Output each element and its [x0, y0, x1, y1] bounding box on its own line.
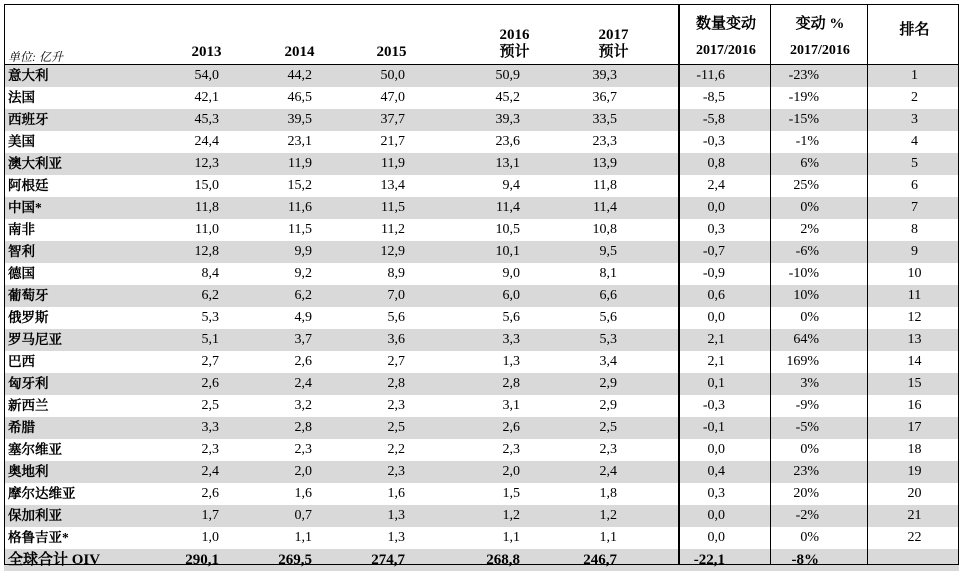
value-cell: 23,3 [592, 134, 617, 149]
country-name: 智利 [8, 244, 35, 259]
rank-cell: 2 [911, 90, 918, 105]
header-2016-year: 2016 [499, 27, 530, 43]
table-row [4, 439, 959, 461]
value-cell: 2,6 [502, 420, 520, 435]
percent-cell: 0% [800, 530, 819, 545]
rank-cell [870, 549, 959, 571]
rank-cell: 14 [907, 354, 922, 369]
value-cell: 13,1 [495, 156, 520, 171]
table-row [4, 351, 959, 373]
table-row [4, 263, 959, 285]
table-row [4, 285, 959, 307]
value-cell: 39,3 [592, 68, 617, 83]
country-name: 阿根廷 [8, 178, 49, 193]
change-cell: 0,8 [707, 156, 725, 171]
value-cell: 6,2 [201, 288, 219, 303]
percent-cell: 23% [793, 464, 819, 479]
rank-cell: 22 [907, 530, 922, 545]
change-cell: -0,3 [702, 134, 725, 149]
rank-cell: 19 [907, 464, 922, 479]
value-cell: 3,3 [201, 420, 219, 435]
change-cell: -0,1 [702, 420, 725, 435]
header-volume-change: 数量变动 [695, 16, 756, 32]
change-cell: 0,0 [707, 508, 725, 523]
value-cell: 3,7 [294, 332, 312, 347]
rank-cell: 16 [907, 398, 922, 413]
value-cell: 13,4 [380, 178, 405, 193]
left-border [4, 4, 5, 565]
value-cell: 42,1 [194, 90, 219, 105]
value-cell: 8,9 [387, 266, 405, 281]
value-cell: 9,4 [502, 178, 520, 193]
value-cell: 50,0 [380, 68, 405, 83]
header-2015: 2015 [376, 44, 407, 60]
value-cell: 1,3 [387, 530, 405, 545]
value-cell: 10,8 [592, 222, 617, 237]
value-cell: 5,6 [599, 310, 617, 325]
value-cell: 23,1 [287, 134, 312, 149]
value-cell: 2,9 [599, 398, 617, 413]
value-cell: 246,7 [583, 552, 617, 568]
table-row [4, 527, 959, 549]
change-cell: 0,0 [707, 530, 725, 545]
country-name: 奥地利 [8, 464, 49, 479]
value-cell: 11,6 [288, 200, 312, 215]
percent-cell: -19% [788, 90, 819, 105]
rank-cell: 13 [907, 332, 922, 347]
value-cell: 274,7 [371, 552, 405, 568]
value-cell: 2,3 [387, 398, 405, 413]
percent-cell: -10% [788, 266, 819, 281]
country-name: 巴西 [8, 354, 35, 369]
value-cell: 2,7 [387, 354, 405, 369]
value-cell: 8,1 [599, 266, 617, 281]
rank-cell: 5 [911, 156, 918, 171]
header-volume-period: 2017/2016 [696, 43, 756, 58]
percent-cell: 25% [793, 178, 819, 193]
value-cell: 5,3 [599, 332, 617, 347]
change-cell: -8,5 [702, 90, 725, 105]
value-cell: 23,6 [495, 134, 520, 149]
value-cell: 1,5 [502, 486, 520, 501]
change-cell: 2,1 [707, 354, 725, 369]
value-cell: 36,7 [592, 90, 617, 105]
country-name: 全球合计 OIV [8, 552, 101, 568]
value-cell: 44,2 [287, 68, 312, 83]
percent-cell: -1% [795, 134, 819, 149]
value-cell: 3,3 [502, 332, 520, 347]
value-cell: 11,9 [381, 156, 405, 171]
value-cell: 24,4 [194, 134, 219, 149]
change-cell: 0,0 [707, 442, 725, 457]
table-row [4, 461, 959, 483]
rank-cell: 15 [907, 376, 922, 391]
header-2016-sub: 预计 [499, 44, 530, 60]
country-name: 摩尔达维亚 [8, 486, 76, 501]
country-name: 匈牙利 [8, 376, 49, 391]
value-cell: 33,5 [592, 112, 617, 127]
country-name: 澳大利亚 [8, 156, 62, 171]
value-cell: 11,8 [593, 178, 617, 193]
rank-cell: 8 [911, 222, 918, 237]
table-row [4, 175, 959, 197]
rank-cell: 7 [911, 200, 918, 215]
table-row [4, 241, 959, 263]
value-cell: 45,2 [495, 90, 520, 105]
country-name: 中国* [8, 200, 42, 215]
value-cell: 1,3 [387, 508, 405, 523]
table-row [4, 483, 959, 505]
rank-cell: 17 [907, 420, 922, 435]
value-cell: 11,4 [593, 200, 617, 215]
table-row [4, 373, 959, 395]
country-name: 法国 [8, 90, 35, 105]
table-row [4, 65, 959, 87]
table-row [4, 153, 959, 175]
change-cell: 0,0 [707, 200, 725, 215]
value-cell: 12,9 [380, 244, 405, 259]
rank-cell: 9 [911, 244, 918, 259]
percent-cell: 0% [800, 200, 819, 215]
table-row [4, 395, 959, 417]
right-border [958, 4, 959, 565]
value-cell: 290,1 [185, 552, 219, 568]
percent-cell: 169% [786, 354, 819, 369]
percent-cell: 10% [793, 288, 819, 303]
country-name: 德国 [8, 266, 35, 281]
value-cell: 9,2 [294, 266, 312, 281]
divider-change [678, 4, 680, 565]
value-cell: 12,3 [194, 156, 219, 171]
table-total-row [4, 549, 959, 571]
rank-cell: 21 [907, 508, 922, 523]
country-name: 西班牙 [8, 112, 49, 127]
change-cell: -0,9 [702, 266, 725, 281]
country-name: 美国 [8, 134, 35, 149]
change-cell: 2,1 [707, 332, 725, 347]
value-cell: 4,9 [294, 310, 312, 325]
value-cell: 2,0 [502, 464, 520, 479]
header-2017-year: 2017 [598, 27, 629, 43]
percent-cell: 6% [800, 156, 819, 171]
country-name: 葡萄牙 [8, 288, 49, 303]
rank-cell: 3 [911, 112, 918, 127]
header-percent-period: 2017/2016 [790, 43, 850, 58]
change-cell: 0,4 [707, 464, 725, 479]
table-row [4, 87, 959, 109]
value-cell: 11,2 [381, 222, 405, 237]
rank-cell: 11 [907, 288, 922, 303]
percent-cell: 0% [800, 442, 819, 457]
value-cell: 47,0 [380, 90, 405, 105]
value-cell: 6,2 [294, 288, 312, 303]
country-name: 罗马尼亚 [8, 332, 62, 347]
change-cell: 0,0 [707, 310, 725, 325]
value-cell: 2,8 [294, 420, 312, 435]
value-cell: 21,7 [380, 134, 405, 149]
value-cell: 1,2 [599, 508, 617, 523]
percent-cell: -6% [795, 244, 819, 259]
unit-label: 单位: 亿升 [8, 50, 63, 64]
value-cell: 46,5 [287, 90, 312, 105]
value-cell: 2,3 [201, 442, 219, 457]
header-percent-change: 变动 % [795, 16, 845, 32]
value-cell: 3,6 [387, 332, 405, 347]
country-name: 希腊 [8, 420, 35, 435]
value-cell: 2,3 [294, 442, 312, 457]
table-row [4, 219, 959, 241]
rank-cell: 12 [907, 310, 922, 325]
value-cell: 11,8 [195, 200, 219, 215]
change-cell: -0,3 [702, 398, 725, 413]
percent-cell: 64% [793, 332, 819, 347]
percent-cell: -5% [795, 420, 819, 435]
value-cell: 268,8 [486, 552, 520, 568]
divider-rank [867, 4, 868, 565]
value-cell: 6,6 [599, 288, 617, 303]
value-cell: 2,5 [599, 420, 617, 435]
rank-cell: 6 [911, 178, 918, 193]
header-2017-sub: 预计 [598, 44, 629, 60]
table-row [4, 307, 959, 329]
value-cell: 1,3 [502, 354, 520, 369]
percent-cell: -2% [795, 508, 819, 523]
bottom-border [4, 564, 959, 565]
value-cell: 269,5 [278, 552, 312, 568]
value-cell: 10,1 [495, 244, 520, 259]
value-cell: 1,6 [387, 486, 405, 501]
value-cell: 3,1 [502, 398, 520, 413]
country-name: 南非 [8, 222, 35, 237]
rank-cell: 20 [907, 486, 922, 501]
country-name: 格鲁吉亚* [8, 530, 69, 545]
country-name: 俄罗斯 [8, 310, 49, 325]
wine-production-table [4, 4, 959, 568]
change-cell: 0,6 [707, 288, 725, 303]
value-cell: 2,3 [387, 464, 405, 479]
percent-cell: -9% [795, 398, 819, 413]
value-cell: 15,2 [287, 178, 312, 193]
table-row [4, 109, 959, 131]
percent-cell: 0% [800, 310, 819, 325]
table-row [4, 329, 959, 351]
value-cell: 1,2 [502, 508, 520, 523]
value-cell: 50,9 [495, 68, 520, 83]
divider-percent [770, 4, 771, 565]
value-cell: 11,5 [381, 200, 405, 215]
value-cell: 7,0 [387, 288, 405, 303]
change-cell: 2,4 [707, 178, 725, 193]
header-rank: 排名 [899, 22, 930, 38]
change-cell: 0,1 [707, 376, 725, 391]
value-cell: 2,3 [599, 442, 617, 457]
top-border [4, 4, 959, 5]
value-cell: 2,3 [502, 442, 520, 457]
table-row [4, 505, 959, 527]
percent-cell: -8% [791, 552, 819, 568]
value-cell: 2,4 [294, 376, 312, 391]
header-2014: 2014 [284, 44, 315, 60]
header-rule [4, 64, 959, 65]
percent-cell: 3% [800, 376, 819, 391]
country-name: 意大利 [8, 68, 49, 83]
change-cell: 0,3 [707, 486, 725, 501]
table-row [4, 197, 959, 219]
value-cell: 2,9 [599, 376, 617, 391]
value-cell: 2,8 [502, 376, 520, 391]
value-cell: 3,4 [599, 354, 617, 369]
value-cell: 2,2 [387, 442, 405, 457]
country-name: 保加利亚 [8, 508, 62, 523]
value-cell: 1,8 [599, 486, 617, 501]
value-cell: 11,4 [496, 200, 520, 215]
value-cell: 9,9 [294, 244, 312, 259]
rank-cell: 1 [911, 68, 918, 83]
value-cell: 12,8 [194, 244, 219, 259]
value-cell: 13,9 [592, 156, 617, 171]
change-cell: -5,8 [702, 112, 725, 127]
value-cell: 15,0 [194, 178, 219, 193]
value-cell: 11,9 [288, 156, 312, 171]
value-cell: 45,3 [194, 112, 219, 127]
country-name: 新西兰 [8, 398, 49, 413]
value-cell: 1,0 [201, 530, 219, 545]
value-cell: 1,1 [294, 530, 312, 545]
value-cell: 37,7 [380, 112, 405, 127]
value-cell: 5,1 [201, 332, 219, 347]
value-cell: 6,0 [502, 288, 520, 303]
value-cell: 39,5 [287, 112, 312, 127]
value-cell: 2,4 [201, 464, 219, 479]
value-cell: 5,6 [387, 310, 405, 325]
value-cell: 39,3 [495, 112, 520, 127]
value-cell: 2,5 [387, 420, 405, 435]
value-cell: 11,0 [195, 222, 219, 237]
value-cell: 5,3 [201, 310, 219, 325]
value-cell: 2,0 [294, 464, 312, 479]
value-cell: 1,1 [599, 530, 617, 545]
value-cell: 9,0 [502, 266, 520, 281]
rank-cell: 4 [911, 134, 918, 149]
value-cell: 5,6 [502, 310, 520, 325]
country-name: 塞尔维亚 [8, 442, 62, 457]
rank-cell: 18 [907, 442, 922, 457]
change-cell: 0,3 [707, 222, 725, 237]
value-cell: 1,6 [294, 486, 312, 501]
table-row [4, 417, 959, 439]
percent-cell: 20% [793, 486, 819, 501]
value-cell: 2,5 [201, 398, 219, 413]
rank-cell: 10 [907, 266, 922, 281]
header-2013: 2013 [191, 44, 222, 60]
value-cell: 8,4 [201, 266, 219, 281]
percent-cell: 2% [800, 222, 819, 237]
value-cell: 1,1 [502, 530, 520, 545]
percent-cell: -23% [788, 68, 819, 83]
value-cell: 9,5 [599, 244, 617, 259]
percent-cell: -15% [788, 112, 819, 127]
table-row [4, 131, 959, 153]
value-cell: 2,4 [599, 464, 617, 479]
value-cell: 0,7 [294, 508, 312, 523]
value-cell: 2,8 [387, 376, 405, 391]
change-cell: -11,6 [696, 68, 725, 83]
value-cell: 2,7 [201, 354, 219, 369]
change-cell: -22,1 [693, 552, 725, 568]
value-cell: 11,5 [288, 222, 312, 237]
value-cell: 3,2 [294, 398, 312, 413]
value-cell: 10,5 [495, 222, 520, 237]
value-cell: 54,0 [194, 68, 219, 83]
change-cell: -0,7 [702, 244, 725, 259]
value-cell: 1,7 [201, 508, 219, 523]
value-cell: 2,6 [201, 376, 219, 391]
value-cell: 2,6 [294, 354, 312, 369]
value-cell: 2,6 [201, 486, 219, 501]
